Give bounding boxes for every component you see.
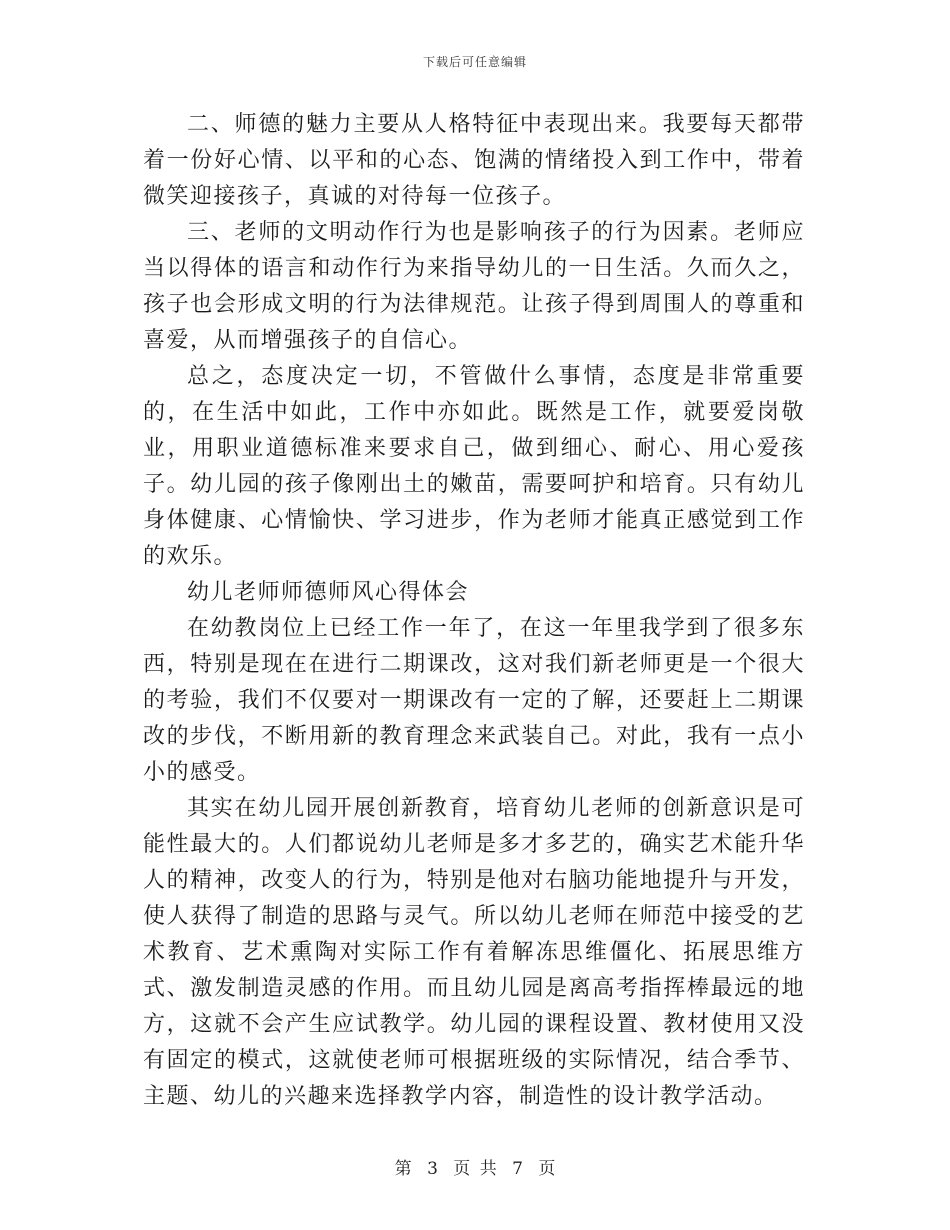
- section-title: 幼儿老师师德师风心得体会: [187, 580, 470, 605]
- page-footer: [0, 1154, 950, 1179]
- page-header: 下载后可任意编辑: [422, 55, 527, 69]
- paragraph-2: 三、老师的文明动作行为也是影响孩子的行为因素。老师应当以得体的语言和动作行为来指导幼儿的一日生活。久而久之，孩子也会形成文明的行为法律规范。让孩子得到周围人的尊重和喜爱，从而增强孩子的自信心。: [143, 220, 805, 353]
- paragraph-3: 总之，态度决定一切，不管做什么事情，态度是非常重要的，在生活中如此，工作中亦如此。既然是工作，就要爱岗敬业，用职业道德标准来要求自己，做到细心、耐心、用心爱孩子。幼儿园的孩子像刚出土的嫩苗，需要呵护和培育。只有幼儿身体健康、心情愉快、学习进步，作为老师才能真正感觉到工作的欢乐。: [143, 364, 805, 569]
- paragraph-4: 在幼教岗位上已经工作一年了，在这一年里我学到了很多东西，特别是现在在进行二期课改，这对我们新老师更是一个很大的考验，我们不仅要对一期课改有一定的了解，还要赶上二期课改的步伐，不断用新的教育理念来武装自己。对此，我有一点小小的感受。: [143, 616, 805, 785]
- footer-suffix: 页: [538, 1159, 556, 1179]
- current-page-number: 3: [427, 1159, 438, 1179]
- total-pages-number: 7: [512, 1159, 523, 1179]
- paragraph-1: 二、师德的魅力主要从人格特征中表现出来。我要每天都带着一份好心情、以平和的心态、饱满的情绪投入到工作中，带着微笑迎接孩子，真诚的对待每一位孩子。: [143, 112, 805, 209]
- footer-prefix: 第: [394, 1159, 412, 1179]
- paragraph-5: 其实在幼儿园开展创新教育，培育幼儿老师的创新意识是可能性最大的。人们都说幼儿老师是多才多艺的，确实艺术能升华人的精神，改变人的行为，特别是他对右脑功能地提升与开发，使人获得了制造的思路与灵气。所以幼儿老师在师范中接受的艺术教育、艺术熏陶对实际工作有着解冻思维僵化、拓展思维方式、激发制造灵感的作用。而且幼儿园是离高考指挥棒最远的地方，这就不会产生应试教学。幼儿园的课程设置、教材使用又没有固定的模式，这就使老师可根据班级的实际情况，结合季节、主题、幼儿的兴趣来选择教学内容，制造性的设计教学活动。: [143, 796, 805, 1109]
- footer-middle: 页 共: [453, 1159, 497, 1179]
- document-body: [143, 107, 805, 1115]
